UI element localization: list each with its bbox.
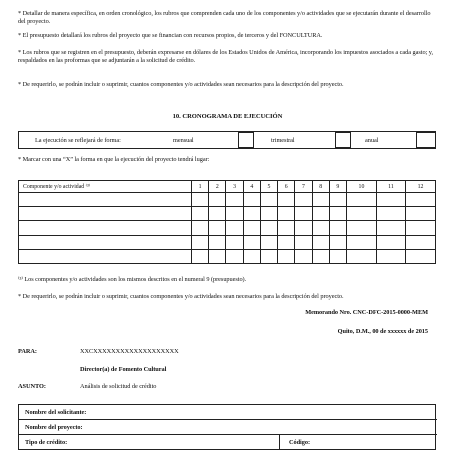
credit-row-divider (279, 435, 280, 450)
period-cell[interactable] (226, 221, 243, 235)
column-header-period: 5 (260, 181, 277, 193)
period-cell[interactable] (243, 249, 260, 263)
column-header-period: 12 (405, 181, 435, 193)
period-cell[interactable] (312, 235, 329, 249)
applicant-field[interactable] (115, 405, 437, 419)
period-cell[interactable] (209, 249, 226, 263)
period-cell[interactable] (226, 235, 243, 249)
para-value: XXCXXXXXXXXXXXXXXXXXXX (80, 348, 179, 355)
credit-form (18, 404, 436, 450)
period-cell[interactable] (243, 221, 260, 235)
instruction-currency: * Los rubros que se registren en el presupuesto, deberán expresarse en dólares de los Estados Unidos de América, incorporando los impuestos asociados a cada gasto; y, respaldados en las proformas que se adjuntarán a la solicitud de crédito. (18, 49, 433, 64)
component-cell[interactable] (19, 249, 192, 263)
period-cell[interactable] (295, 193, 312, 207)
instruction-budget: * El presupuesto detallará los rubros del proyecto que se financian con recursos propios, de terceros y del FONCULTURA. (18, 32, 323, 39)
credit-type-row (19, 435, 437, 450)
instruction-include-remove-2: * De requerirlo, se podrán incluir o suprimir, cuantos componentes y/o actividades sean necesarios para la descripción del proyecto. (18, 293, 344, 300)
table-row (19, 235, 436, 249)
period-cell[interactable] (209, 235, 226, 249)
schedule-header-row (19, 181, 436, 193)
footnote: ⁽³⁾ Los componentes y/o actividades son los mismos descritos en el numeral 9 (presupuesto). (18, 276, 247, 283)
period-cell[interactable] (346, 221, 376, 235)
section-title: 10. CRONOGRAMA DE EJECUCIÓN (172, 113, 283, 120)
option-mensual-label: mensual (173, 137, 194, 144)
period-cell[interactable] (329, 249, 346, 263)
option-mensual-checkbox[interactable] (238, 132, 254, 148)
period-cell[interactable] (243, 235, 260, 249)
period-cell[interactable] (405, 193, 435, 207)
period-cell[interactable] (405, 235, 435, 249)
period-cell[interactable] (295, 221, 312, 235)
option-trimestral-checkbox[interactable] (335, 132, 351, 148)
period-cell[interactable] (260, 235, 277, 249)
credit-type-field[interactable] (115, 435, 279, 450)
period-cell[interactable] (346, 249, 376, 263)
period-cell[interactable] (346, 207, 376, 221)
period-cell[interactable] (329, 193, 346, 207)
period-cell[interactable] (192, 193, 209, 207)
period-cell[interactable] (329, 235, 346, 249)
table-row (19, 249, 436, 263)
option-trimestral-label: trimestral (271, 137, 295, 144)
column-header-period: 1 (192, 181, 209, 193)
period-cell[interactable] (278, 235, 295, 249)
mark-instruction: * Marcar con una “X” la forma en que la ejecución del proyecto tendrá lugar: (18, 156, 210, 163)
option-anual-checkbox[interactable] (416, 132, 436, 148)
period-cell[interactable] (192, 207, 209, 221)
code-field[interactable] (323, 435, 437, 450)
applicant-row (19, 405, 437, 420)
period-cell[interactable] (312, 207, 329, 221)
column-header-period: 3 (226, 181, 243, 193)
para-title: Director(a) de Fomento Cultural (80, 366, 167, 373)
column-header-component: Componente y/o actividad ⁽³⁾ (19, 181, 192, 193)
column-header-period: 9 (329, 181, 346, 193)
component-cell[interactable] (19, 193, 192, 207)
period-cell[interactable] (260, 249, 277, 263)
period-cell[interactable] (209, 221, 226, 235)
project-label: Nombre del proyecto: (25, 423, 83, 431)
column-header-period: 4 (243, 181, 260, 193)
period-cell[interactable] (192, 235, 209, 249)
column-header-period: 8 (312, 181, 329, 193)
option-anual-label: anual (365, 137, 379, 144)
period-cell[interactable] (209, 193, 226, 207)
period-cell[interactable] (295, 207, 312, 221)
period-cell[interactable] (346, 193, 376, 207)
credit-type-label: Tipo de crédito: (25, 438, 68, 446)
period-cell[interactable] (376, 193, 405, 207)
schedule-table (18, 180, 436, 264)
memo-number: Memorando Nro. CNC-DFC-2015-0000-MEM (305, 309, 428, 316)
frequency-row (18, 131, 436, 149)
period-cell[interactable] (278, 249, 295, 263)
period-cell[interactable] (278, 193, 295, 207)
period-cell[interactable] (226, 193, 243, 207)
column-header-period: 10 (346, 181, 376, 193)
period-cell[interactable] (209, 207, 226, 221)
component-cell[interactable] (19, 207, 192, 221)
para-label: PARA: (18, 348, 37, 355)
period-cell[interactable] (226, 249, 243, 263)
asunto-label: ASUNTO: (18, 383, 46, 390)
column-header-period: 2 (209, 181, 226, 193)
period-cell[interactable] (329, 221, 346, 235)
period-cell[interactable] (329, 207, 346, 221)
period-cell[interactable] (405, 207, 435, 221)
instruction-detail-rubros: * Detallar de manera específica, en orden cronológico, los rubros que comprenden cada uno de los componentes y/o actividades que se ejecutarán durante el desarrollo del proyecto. (18, 10, 431, 25)
applicant-label: Nombre del solicitante: (25, 408, 87, 416)
component-cell[interactable] (19, 221, 192, 235)
period-cell[interactable] (243, 207, 260, 221)
period-cell[interactable] (376, 235, 405, 249)
column-header-period: 11 (376, 181, 405, 193)
period-cell[interactable] (192, 221, 209, 235)
table-row (19, 193, 436, 207)
component-cell[interactable] (19, 235, 192, 249)
period-cell[interactable] (295, 235, 312, 249)
period-cell[interactable] (405, 249, 435, 263)
period-cell[interactable] (312, 221, 329, 235)
column-header-period: 6 (278, 181, 295, 193)
period-cell[interactable] (405, 221, 435, 235)
period-cell[interactable] (226, 207, 243, 221)
table-row (19, 221, 436, 235)
period-cell[interactable] (278, 221, 295, 235)
memo-date: Quito, D.M., 00 de xxxxxx de 2015 (337, 328, 428, 335)
period-cell[interactable] (260, 221, 277, 235)
period-cell[interactable] (312, 249, 329, 263)
period-cell[interactable] (295, 249, 312, 263)
schedule-body (19, 193, 436, 264)
period-cell[interactable] (312, 193, 329, 207)
period-cell[interactable] (376, 249, 405, 263)
code-label: Código: (289, 438, 310, 446)
period-cell[interactable] (192, 249, 209, 263)
period-cell[interactable] (260, 193, 277, 207)
project-row (19, 420, 437, 435)
project-field[interactable] (115, 420, 437, 434)
period-cell[interactable] (243, 193, 260, 207)
period-cell[interactable] (376, 221, 405, 235)
table-row (19, 207, 436, 221)
asunto-value: Análisis de solicitud de crédito (80, 383, 157, 390)
column-header-period: 7 (295, 181, 312, 193)
period-cell[interactable] (278, 207, 295, 221)
period-cell[interactable] (376, 207, 405, 221)
frequency-label: La ejecución se reflejará de forma: (35, 137, 121, 144)
period-cell[interactable] (260, 207, 277, 221)
instruction-include-remove: * De requerirlo, se podrán incluir o suprimir, cuantos componentes y/o actividades sean necesarios para la descripción del proyecto. (18, 81, 344, 88)
period-cell[interactable] (346, 235, 376, 249)
